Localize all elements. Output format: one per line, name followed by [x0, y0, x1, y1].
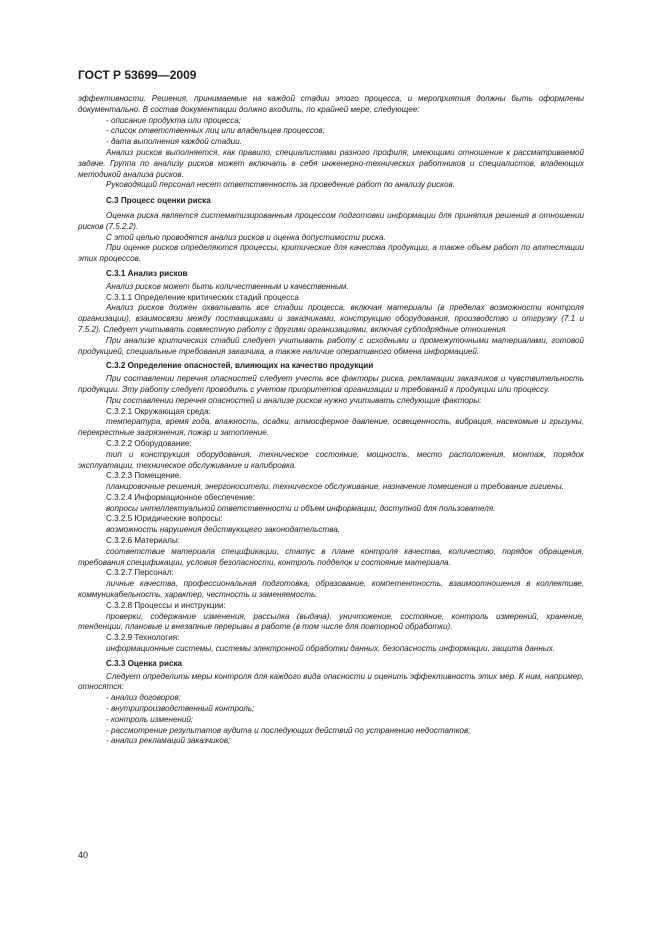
- list-item: - дата выполнения каждой стадии.: [106, 137, 242, 147]
- list-item: - список ответственных лиц или владельцев процессов;: [106, 126, 325, 136]
- subsection-label: С.3.2.5 Юридические вопросы:: [106, 514, 223, 524]
- paragraph: Анализ рисков может быть количественным и качественным.: [106, 281, 349, 291]
- intro-paragraph: эффективности. Решения, принимаемые на каждой стадии этого процесса, и мероприятия должны быть оформлены документально. В состав документации должно входить, по крайней мере, следующее:: [78, 94, 584, 114]
- page-number: 40: [78, 850, 89, 860]
- list-item: - анализ рекламаций заказчиков;: [106, 736, 231, 746]
- paragraph: С этой целью проводятся анализ рисков и оценка допустимости риска.: [106, 232, 386, 242]
- subsection-label: С.3.2.7 Персонал:: [106, 568, 174, 578]
- paragraph: При анализе критических стадий следует учитывать работу с исходными и промежуточными материалами, готовой продукцией, специальные требования заказчика, а также наличие оперативного обмена информацией.: [78, 335, 584, 356]
- paragraph: вопросы интеллектуальной ответственности и объем информации, доступной для пользователя.: [106, 503, 496, 513]
- paragraph: При составлении перечня опасностей и анализе рисков нужно учитывать следующие факторы:: [106, 395, 482, 405]
- list-item: - анализ договоров;: [106, 693, 181, 703]
- paragraph: информационные системы, системы электронной обработки данных, безопасность информации, защита данных.: [106, 644, 556, 654]
- list-item: - внутрипроизводственный контроль;: [106, 704, 255, 714]
- section-heading-c31: С.3.1 Анализ рисков: [106, 268, 188, 278]
- list-item: - рассмотрение результатов аудита и последующих действий по устранению недостатков;: [106, 725, 471, 735]
- paragraph: соответствие материала спецификации, статус в плане контроля качества, количество, порядок обращения, требования спецификации, условия безопасности, контроль подделок и состояние материала.: [78, 546, 584, 567]
- paragraph: При оценке рисков определяются процессы, критические для качества продукции, а также объем работ по аттестации этих процессов.: [78, 243, 584, 264]
- section-heading-c33: С.3.3 Оценка риска: [106, 658, 183, 668]
- page-body: [78, 94, 584, 747]
- subsection-label: С.3.1.1 Определение критических стадий процесса: [106, 292, 299, 302]
- page-header-standard-number: ГОСТ Р 53699—2009: [78, 68, 197, 82]
- paragraph: Анализ рисков выполняется, как правило, специалистами разного профиля, имеющими отношение к рассматриваемой задаче. Группа по анализу рисков может включать в себя инженерно-технических работников и специалистов, владеющих методикой анализа рисков.: [78, 147, 584, 179]
- list-item: - описание продукта или процесса;: [106, 115, 242, 125]
- section-heading-c32: С.3.2 Определение опасностей, влияющих на качество продукции: [106, 361, 374, 371]
- subsection-label: С.3.2.6 Материалы:: [106, 536, 180, 546]
- paragraph: личные качества, профессиональная подготовка, образование, компетентность, взаимоотношения в коллективе, коммуникабельность, характер, честность и заменяемость.: [78, 579, 584, 600]
- paragraph: планировочные решения, энергоносители, техническое обслуживание, назначение помещения и требование гигиены.: [106, 482, 564, 492]
- paragraph: температура, время года, влажность, осадки, атмосферное давление, освещенность, вибрация, насекомые и грызуны, перекрестные загрязнения, пожар и затопление.: [78, 417, 584, 438]
- paragraph: Следует определить меры контроля для каждого вида опасности и оценить эффективность этих мер. К ним, например, относятся:: [78, 671, 584, 692]
- subsection-label: С.3.2.9 Технология:: [106, 633, 180, 643]
- subsection-label: С.3.2.8 Процессы и инструкции:: [106, 600, 226, 610]
- section-heading-c3: С.3 Процесс оценки риска: [106, 196, 211, 206]
- paragraph: Оценка риска является систематизированным процессом подготовки информации для принятия решения в отношении рисков (7.5.2.2).: [78, 210, 584, 231]
- paragraph: Анализ рисков должен охватывать все стадии процесса, включая материалы (в пределах возможности контроля организации), взаимосвязи между поставщиками и заказчиками, конструкцию оборудования, производство и отгрузку (7.1 и 7.5.2). Следует учитывать совместную работу с другими организациями, включая субподрядные отношения.: [78, 303, 584, 334]
- subsection-label: С.3.2.2 Оборудование:: [106, 438, 192, 448]
- paragraph: При составлении перечня опасностей следует учесть все факторы риска, рекламации заказчиков и чувствительность продукции. Эту работу следует проводить с учетом приоритетов организации и требований к продукции или процессу.: [78, 374, 584, 394]
- subsection-label: С.3.2.3 Помещение.: [106, 471, 182, 481]
- paragraph: возможность нарушения действующего законодательства.: [106, 525, 341, 535]
- paragraph: проверки, содержание изменения, рассылка (выдача), уничтожение, состояние, контроль измерений, хранение, тенденции, плановые и внезапные перерывы в работе (в том числе для повторной обработки).: [78, 611, 584, 632]
- paragraph: тип и конструкция оборудования, техническое состояние, мощность, место расположения, монтаж, порядок эксплуатации, техническое обслуживание и калибровка.: [78, 449, 584, 470]
- paragraph: Руководящий персонал несет ответственность за проведение работ по анализу рисков.: [106, 180, 455, 190]
- subsection-label: С.3.2.4 Информационное обеспечение:: [106, 492, 255, 502]
- list-item: - контроль изменений;: [106, 714, 194, 724]
- subsection-label: С.3.2.1 Окружающая среда:: [106, 406, 211, 416]
